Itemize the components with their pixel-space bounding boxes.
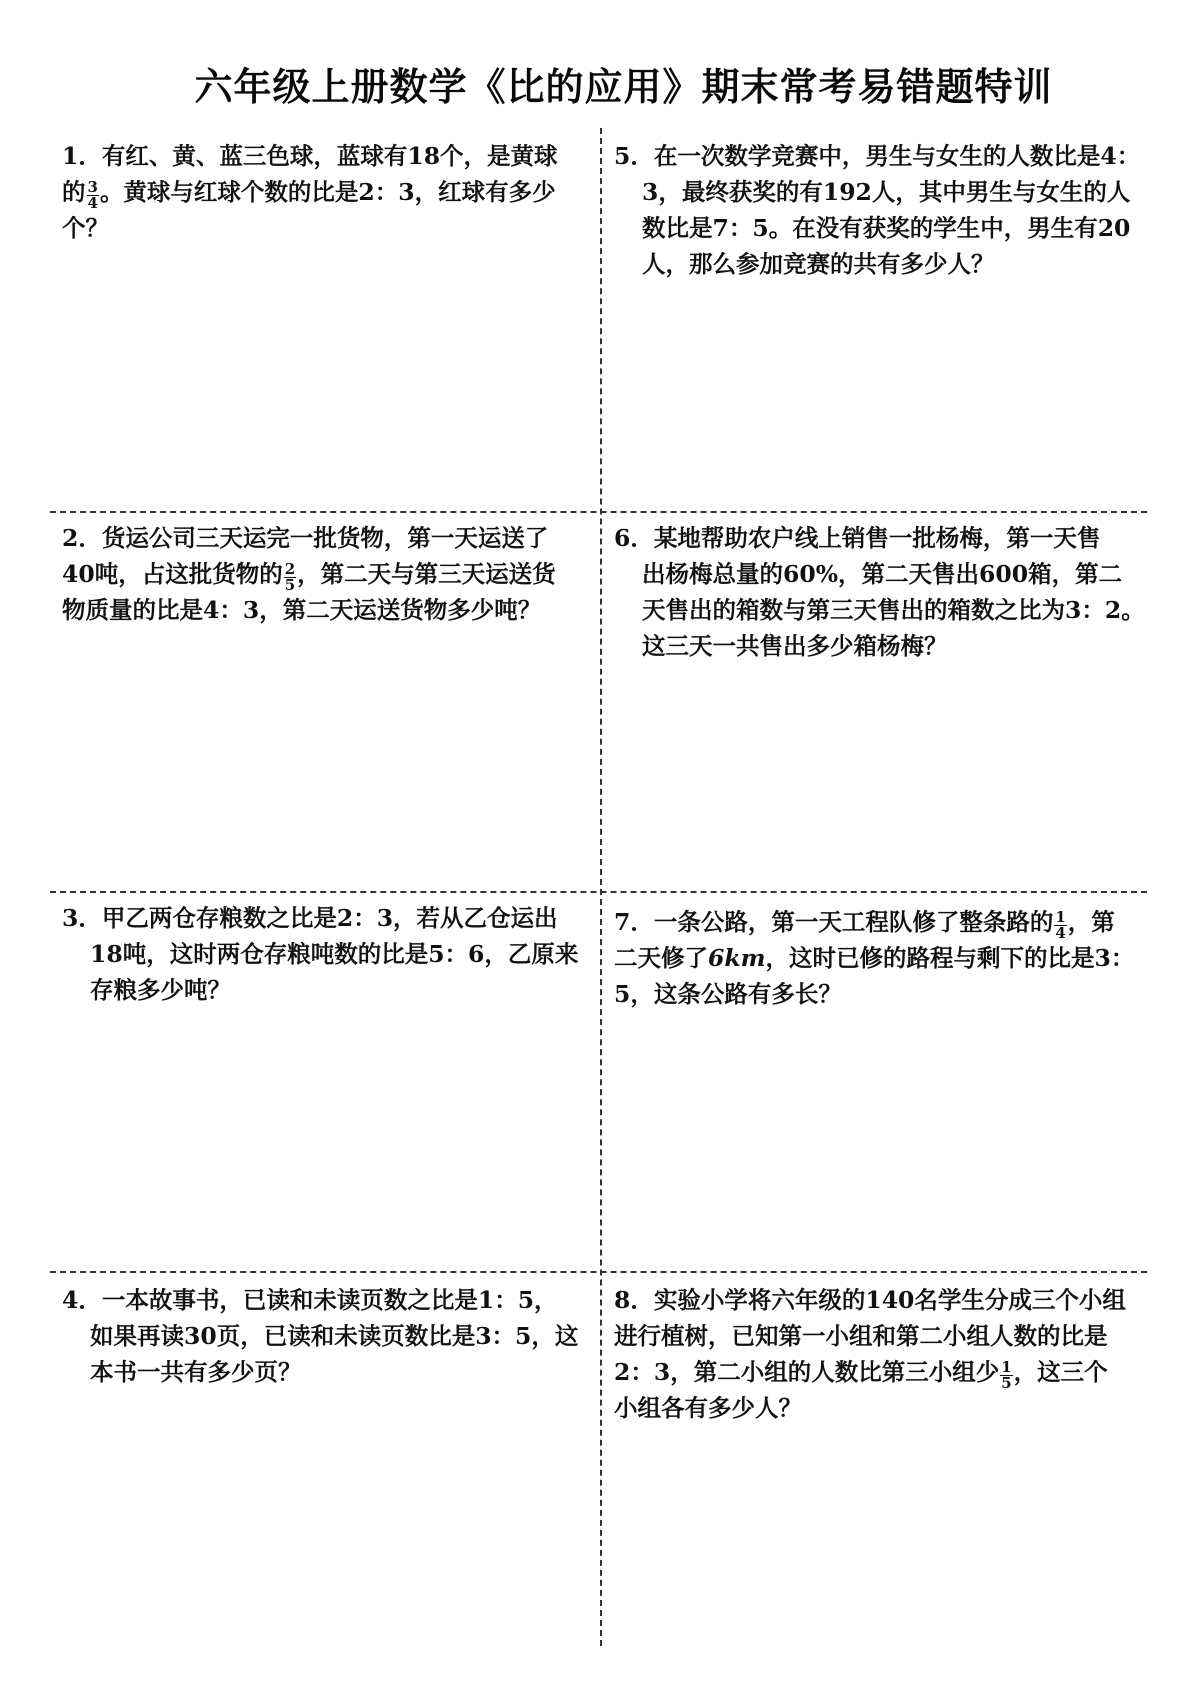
problem-4 <box>62 1282 592 1390</box>
problem-line: 存粮多少吨？ <box>90 976 231 1004</box>
problem-line: 物质量的比是4：3，第二天运送货物多少吨？ <box>62 596 542 624</box>
problem-line: 8．实验小学将六年级的140名学生分成三个小组 <box>614 1286 1126 1314</box>
unit-km: 6km <box>708 944 766 972</box>
problem-line: 出杨梅总量的60%，第二天售出600箱，第二 <box>642 560 1123 588</box>
problem-line: 个？ <box>62 214 109 242</box>
horizontal-divider-1 <box>50 511 1147 513</box>
problem-line: 7．一条公路，第一天工程队修了整条路的 $\frac{1}{4}$ ，第 <box>614 908 1115 942</box>
horizontal-divider-3 <box>50 1271 1147 1273</box>
problem-line: 3，最终获奖的有192人，其中男生与女生的人 <box>642 178 1131 206</box>
problem-line: 40吨，占这批货物的 $\frac{2}{5}$ ，第二天与第三天运送货 <box>62 560 556 594</box>
horizontal-divider-2 <box>50 891 1147 893</box>
problem-number: 2． <box>62 524 102 552</box>
problem-line: 6．某地帮助农户线上销售一批杨梅，第一天售 <box>614 524 1101 552</box>
problem-line: 本书一共有多少页？ <box>90 1358 302 1386</box>
problem-7 <box>614 904 1154 1012</box>
problem-5 <box>614 138 1154 282</box>
problem-8 <box>614 1282 1154 1426</box>
problem-number: 8． <box>614 1286 654 1314</box>
problem-2 <box>62 520 592 628</box>
problem-number: 5． <box>614 142 654 170</box>
problem-line: 二天修了6km，这时已修的路程与剩下的比是3： <box>614 944 1135 972</box>
problem-line: 2：3，第二小组的人数比第三小组少 $\frac{1}{5}$ ，这三个 <box>614 1358 1108 1392</box>
problem-line: 1．有红、黄、蓝三色球，蓝球有18个，是黄球 <box>62 142 558 170</box>
problem-line: 这三天一共售出多少箱杨梅？ <box>642 632 948 660</box>
problem-line: 2．货运公司三天运完一批货物，第一天运送了 <box>62 524 549 552</box>
fraction: $\frac{2}{5}$ <box>284 560 296 594</box>
problem-line: 天售出的箱数与第三天售出的箱数之比为3：2。 <box>642 596 1145 624</box>
problem-line: 如果再读30页，已读和未读页数比是3：5，这 <box>90 1322 579 1350</box>
problem-number: 4． <box>62 1286 102 1314</box>
problem-line: 5．在一次数学竞赛中，男生与女生的人数比是4： <box>614 142 1141 170</box>
fraction: $\frac{1}{5}$ <box>1001 1358 1012 1392</box>
problem-1 <box>62 138 592 246</box>
problem-line: 进行植树，已知第一小组和第二小组人数的比是 <box>614 1322 1108 1350</box>
problem-line: 5，这条公路有多长？ <box>614 980 842 1008</box>
problem-line: 小组各有多少人？ <box>614 1394 802 1422</box>
problem-line: 4．一本故事书，已读和未读页数之比是1：5， <box>62 1286 558 1314</box>
problem-6 <box>614 520 1154 664</box>
problem-3 <box>62 900 592 1008</box>
problem-line: 人，那么参加竞赛的共有多少人？ <box>642 250 995 278</box>
fraction: $\frac{1}{4}$ <box>1055 908 1066 942</box>
problem-line: 18吨，这时两仓存粮吨数的比是5：6，乙原来 <box>90 940 579 968</box>
problem-line: 的 $\frac{3}{4}$ 。黄球与红球个数的比是2：3，红球有多少 <box>62 178 556 212</box>
problem-number: 1． <box>62 142 102 170</box>
problem-line: 数比是7：5。在没有获奖的学生中，男生有20 <box>642 214 1131 242</box>
problem-number: 3． <box>62 904 102 932</box>
problem-number: 6． <box>614 524 654 552</box>
fraction: $\frac{3}{4}$ <box>87 178 98 212</box>
problem-line: 3．甲乙两仓存粮数之比是2：3，若从乙仓运出 <box>62 904 558 932</box>
vertical-divider <box>600 128 602 1646</box>
worksheet-title: 六年级上册数学《比的应用》期末常考易错题特训 <box>194 65 1053 109</box>
problem-number: 7． <box>614 908 654 936</box>
